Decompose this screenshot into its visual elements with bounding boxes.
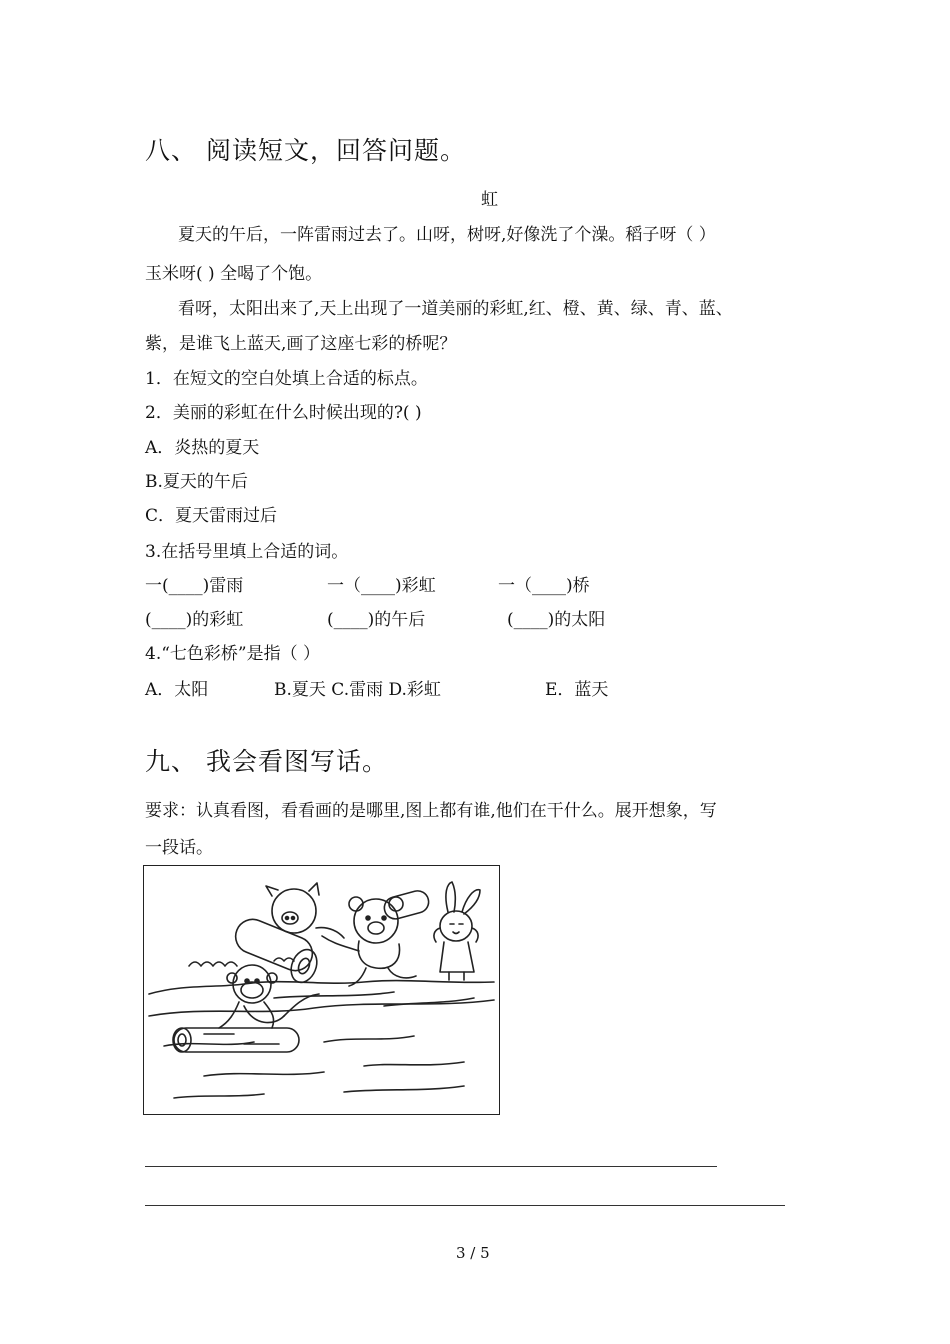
passage-title: 虹 <box>481 190 498 210</box>
question-2: 2．美丽的彩虹在什么时候出现的?( ) <box>145 403 422 423</box>
question-3: 3.在括号里填上合适的词。 <box>145 542 349 562</box>
question-4-option-e: E．蓝天 <box>545 680 609 700</box>
section-8-heading: 八、 阅读短文，回答问题。 <box>145 136 466 165</box>
requirement-line1: 要求：认真看图，看看画的是哪里,图上都有谁,他们在干什么。展开想象，写 <box>145 801 717 821</box>
passage-p1-line2: 玉米呀( ) 全喝了个饱。 <box>145 264 323 284</box>
writing-line-1 <box>145 1166 717 1167</box>
passage-p1-line1: 夏天的午后，一阵雷雨过去了。山呀，树呀,好像洗了个澡。稻子呀（ ） <box>178 225 716 245</box>
question-3-row1-col3: 一（____)桥 <box>498 576 590 596</box>
requirement-line2: 一段话。 <box>145 838 213 858</box>
question-2-option-a: A．炎热的夏天 <box>145 438 260 458</box>
picture-animals-carrying-logs <box>143 865 500 1115</box>
question-1: 1．在短文的空白处填上合适的标点。 <box>145 369 428 389</box>
question-4: 4.“七色彩桥”是指（ ） <box>145 644 321 664</box>
question-4-option-a: A．太阳 <box>145 680 209 700</box>
question-3-row1-col2: 一（____)彩虹 <box>327 576 436 596</box>
passage-p2-line2: 紫，是谁飞上蓝天,画了这座七彩的桥呢？ <box>145 334 457 354</box>
question-3-row2-col1: (____)的彩虹 <box>145 610 244 630</box>
page-number: 3 / 5 <box>456 1244 490 1262</box>
section-9-heading: 九、 我会看图写话。 <box>145 747 388 776</box>
question-3-row2-col2: (____)的午后 <box>327 610 426 630</box>
question-3-row2-col3: (____)的太阳 <box>507 610 606 630</box>
passage-p2-line1: 看呀，太阳出来了,天上出现了一道美丽的彩虹,红、橙、黄、绿、青、蓝、 <box>178 299 733 319</box>
question-4-options-bcd: B.夏天 C.雷雨 D.彩虹 <box>274 680 441 700</box>
writing-line-2 <box>145 1205 785 1206</box>
question-3-row1-col1: 一(____)雷雨 <box>145 576 244 596</box>
question-2-option-c: C．夏天雷雨过后 <box>145 506 278 526</box>
question-2-option-b: B.夏天的午后 <box>145 472 248 492</box>
